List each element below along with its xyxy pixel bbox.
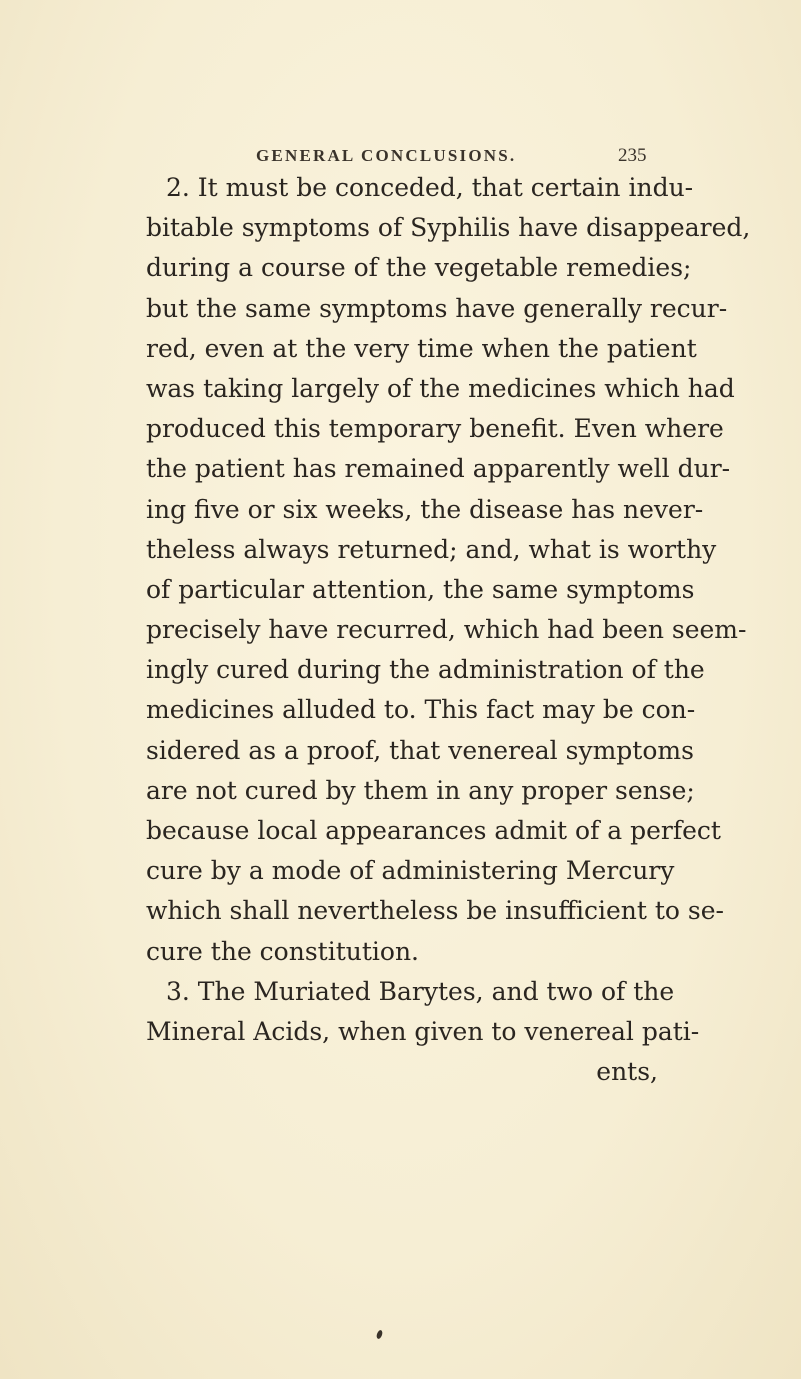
- text-line: which shall nevertheless be insufficient to se-: [146, 896, 724, 926]
- body-text: [146, 168, 751, 1092]
- text-line: sidered as a proof, that venereal symptoms: [146, 735, 694, 765]
- text-line: produced this temporary benefit. Even where: [146, 414, 724, 444]
- text-line: but the same symptoms have generally recur-: [146, 293, 728, 323]
- text-line: medicines alluded to. This fact may be con-: [146, 695, 696, 725]
- text-line: 2. It must be conceded, that certain indu-: [166, 173, 694, 202]
- text-line: are not cured by them in any proper sense;: [146, 775, 695, 805]
- page-number: 235: [618, 145, 647, 166]
- text-line: during a course of the vegetable remedies;: [146, 253, 692, 283]
- text-line: precisely have recurred, which had been seem-: [146, 615, 747, 645]
- text-line: theless always returned; and, what is worthy: [146, 534, 717, 564]
- text-line: 3. The Muriated Barytes, and two of the: [166, 976, 675, 1006]
- text-line: Mineral Acids, when given to venereal pati-: [146, 1016, 700, 1046]
- text-line: red, even at the very time when the patient: [146, 333, 697, 363]
- running-head-title: GENERAL CONCLUSIONS.: [256, 146, 517, 165]
- text-line: ingly cured during the administration of the: [146, 655, 705, 685]
- catchword: ents,: [596, 1057, 658, 1087]
- running-head: [256, 146, 656, 170]
- text-line: ing five or six weeks, the disease has never-: [146, 494, 704, 524]
- ink-speck: [376, 1329, 384, 1339]
- text-line: was taking largely of the medicines which had: [146, 373, 735, 403]
- text-line: cure the constitution.: [146, 936, 419, 966]
- text-line: of particular attention, the same symptoms: [146, 574, 695, 604]
- text-line: because local appearances admit of a perfect: [146, 816, 721, 845]
- text-line: cure by a mode of administering Mercury: [146, 856, 675, 886]
- text-line: bitable symptoms of Syphilis have disappeared,: [146, 213, 751, 243]
- text-line: the patient has remained apparently well dur-: [146, 454, 731, 484]
